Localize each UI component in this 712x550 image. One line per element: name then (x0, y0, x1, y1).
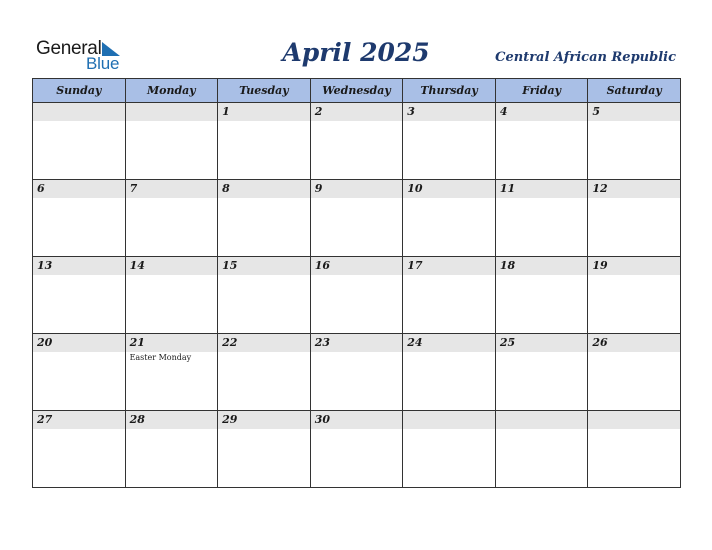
holiday-note (218, 121, 310, 122)
weekday-header-row (33, 79, 681, 103)
day-number (403, 411, 495, 429)
week-row (33, 103, 681, 180)
holiday-note (126, 198, 218, 199)
holiday-note (33, 198, 125, 199)
day-number: 8 (218, 180, 310, 198)
day-cell (495, 411, 588, 488)
day-cell (33, 257, 126, 334)
holiday-note (33, 121, 125, 122)
holiday-note (403, 352, 495, 353)
day-cell (33, 411, 126, 488)
holiday-note (126, 429, 218, 430)
holiday-note: Easter Monday (129, 353, 192, 362)
day-number: 24 (403, 334, 495, 352)
day-number: 27 (33, 411, 125, 429)
day-cell (495, 103, 588, 180)
calendar-title: April 2025 (282, 38, 430, 67)
day-cell (218, 334, 311, 411)
day-cell (403, 411, 496, 488)
holiday-note (218, 429, 310, 430)
day-number: 19 (588, 257, 680, 275)
holiday-note (218, 352, 310, 353)
day-cell (125, 103, 218, 180)
generalblue-logo (36, 38, 136, 74)
day-cell (33, 103, 126, 180)
day-cell (218, 180, 311, 257)
day-number: 15 (218, 257, 310, 275)
holiday-note (33, 352, 125, 353)
day-number: 5 (588, 103, 680, 121)
day-number: 10 (403, 180, 495, 198)
day-number: 25 (496, 334, 588, 352)
week-row (33, 411, 681, 488)
day-cell (588, 180, 681, 257)
weekday-header: Wednesday (310, 79, 403, 103)
day-number: 9 (311, 180, 403, 198)
day-number: 18 (496, 257, 588, 275)
day-number: 22 (218, 334, 310, 352)
day-cell (218, 257, 311, 334)
day-cell (33, 334, 126, 411)
weekday-header: Saturday (588, 79, 681, 103)
holiday-note (311, 429, 403, 430)
weekday-header: Sunday (33, 79, 126, 103)
day-cell (588, 334, 681, 411)
holiday-note (588, 429, 680, 430)
holiday-note (588, 275, 680, 276)
day-cell (33, 180, 126, 257)
day-number (33, 103, 125, 121)
day-number: 6 (33, 180, 125, 198)
week-row (33, 257, 681, 334)
day-cell (218, 103, 311, 180)
day-number: 11 (496, 180, 588, 198)
day-cell (495, 180, 588, 257)
logo-text-general: General (36, 38, 102, 59)
weekday-header: Friday (495, 79, 588, 103)
holiday-note (33, 429, 125, 430)
weekday-header: Monday (125, 79, 218, 103)
day-number (126, 103, 218, 121)
day-number: 26 (588, 334, 680, 352)
month-calendar-grid (32, 78, 681, 488)
holiday-note (311, 275, 403, 276)
holiday-note (311, 121, 403, 122)
day-number: 29 (218, 411, 310, 429)
day-number: 16 (311, 257, 403, 275)
holiday-note (496, 198, 588, 199)
day-cell (125, 334, 218, 411)
day-number: 23 (311, 334, 403, 352)
day-number: 3 (403, 103, 495, 121)
day-number: 30 (311, 411, 403, 429)
day-number: 1 (218, 103, 310, 121)
weekday-header: Thursday (403, 79, 496, 103)
holiday-note (403, 275, 495, 276)
week-row (33, 334, 681, 411)
day-cell (588, 103, 681, 180)
holiday-note (403, 121, 495, 122)
holiday-note (496, 121, 588, 122)
holiday-note (403, 429, 495, 430)
day-number: 17 (403, 257, 495, 275)
day-number: 2 (311, 103, 403, 121)
holiday-note (33, 275, 125, 276)
day-cell (125, 411, 218, 488)
day-cell (125, 180, 218, 257)
holiday-note (311, 352, 403, 353)
holiday-note (588, 121, 680, 122)
day-cell (310, 103, 403, 180)
day-cell (403, 257, 496, 334)
holiday-note (218, 198, 310, 199)
holiday-note (496, 352, 588, 353)
day-number: 21 (126, 334, 218, 352)
day-cell (310, 257, 403, 334)
weekday-header: Tuesday (218, 79, 311, 103)
day-cell (310, 411, 403, 488)
day-cell (310, 180, 403, 257)
holiday-note (496, 275, 588, 276)
day-cell (403, 103, 496, 180)
holiday-note (403, 198, 495, 199)
day-number: 20 (33, 334, 125, 352)
day-cell (588, 257, 681, 334)
day-cell (588, 411, 681, 488)
day-number (588, 411, 680, 429)
day-cell (310, 334, 403, 411)
day-number (496, 411, 588, 429)
holiday-note (311, 198, 403, 199)
day-number: 7 (126, 180, 218, 198)
day-number: 13 (33, 257, 125, 275)
day-number: 4 (496, 103, 588, 121)
day-cell (125, 257, 218, 334)
country-name: Central African Republic (495, 50, 676, 65)
holiday-note (126, 121, 218, 122)
day-cell (495, 257, 588, 334)
holiday-note (588, 352, 680, 353)
day-cell (495, 334, 588, 411)
holiday-note (218, 275, 310, 276)
holiday-note (588, 198, 680, 199)
day-number: 14 (126, 257, 218, 275)
holiday-note (126, 275, 218, 276)
day-cell (403, 334, 496, 411)
day-number: 12 (588, 180, 680, 198)
week-row (33, 180, 681, 257)
day-cell (403, 180, 496, 257)
day-number: 28 (126, 411, 218, 429)
day-cell (218, 411, 311, 488)
holiday-note (496, 429, 588, 430)
logo-text-blue: Blue (86, 54, 120, 73)
